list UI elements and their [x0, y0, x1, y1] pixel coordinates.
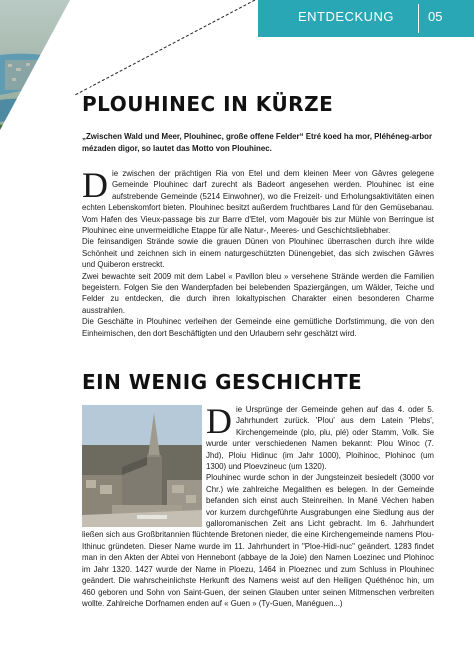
- page-number: 05: [428, 9, 443, 24]
- paragraph: Die Geschäfte in Plouhinec verleihen der Gemeinde eine gemütliche Dorfstimmung, die von den Einheimischen, den dort Beschäftigten und den Urlaubern sehr geschätzt wird.: [82, 317, 434, 338]
- section-title-kurze: PLOUHINEC IN KÜRZE: [82, 92, 334, 116]
- section2-body: [82, 401, 434, 609]
- drop-cap: D: [206, 401, 232, 441]
- section-label: ENTDECKUNG: [298, 9, 395, 24]
- section1-body: [82, 165, 434, 339]
- banner-divider: [418, 4, 419, 33]
- paragraph-intro: Die zwischen der prächtigen Ria von Etel und dem kleinen Meer von Gâvres gelegene Gemeinde Plouhinec darf zurecht als Badeort angesehen werden. Plouhinec ist eine aufstrebende Gemeinde (5214 Einwohner), wo die Freizeit- und Erholungsaktivitäten einen echten Lebenskomfort bieten. Plouhinec besitzt außerdem fruchtbares Land für den Gemüsebanau. Vom Hafen des Vieux-passage bis zur Barre d'Etel, vom Magouër bis zur Mühle von Berringue ist Plouhinec eine unvermeidliche Etappe für alle Natur-, Meeres- und Geschichtsliebhaber.: [82, 165, 434, 236]
- paragraph: Die feinsandigen Strände sowie die grauen Dünen von Plouhinec überraschen durch ihre wilde Schönheit und zeichnen sich in einem naturgeschützten Dünengebiet, das sich zwischen Gâvres und Quiberon erstreckt.: [82, 237, 434, 270]
- motto-text: „Zwischen Wald und Meer, Plouhinec, große offene Felder“ Etré koed ha mor, Pléhéneg-arbor mézaden digor, so lautet das Motto von Plouhinec.: [82, 132, 433, 153]
- section-title-geschichte: EIN WENIG GESCHICHTE: [82, 370, 363, 394]
- drop-cap: D: [82, 165, 108, 205]
- paragraph: Zwei bewachte seit 2009 mit dem Label « Pavillon bleu » versehene Strände werden die Familien begeistern. Folgen Sie den Wanderpfaden bei belebenden Spaziergängen, um Wälder, Teiche und Felder zu entdecken, die durch ihren lokaltypischen Charakter einen besonderen Charme ausstrahlen.: [82, 271, 434, 315]
- paragraph: Plouhinec wurde schon in der Jungsteinzeit besiedelt (3000 vor Chr.) wie zahlreiche Megalithen es belegen. In der Gemeinde befanden sich einst auch Steinreihen. In Mané Véchen haben vor kurzem durchgeführte Ausgrabungen eine Siedlung aus der galloromanischen Zeit ans Licht gebracht. Im 6. Jahrhundert ließen sich aus Großbritannien flüchtende Bretonen nieder, die eine Kirchengemeinde namens Plou-Ithinuc gründeten. Dieser Name wurde im 11. Jahrhundert in "Ploe-Hidi-nuc" geändert. 1283 findet man in den Akten der Abtei von Hennebont (abbaye de la Joie) den Namen Loezinec und Plohinoc im Jahr 1320. 1427 wurde der Name in Ploezu, 1464 in Ploeznec und zum Schluss in Plouhinec geändert. Die wahrscheinlichste Herkunft des Namens weist auf den Heiligen Quéthénoc hin, um 460 geboren und Sohn von Saint-Guen, der seinen Glauben unter seinen Mitmenschen verbreiten wollte. Zahlreiche Dorfnamen enden auf « Guen » (Ty-Guen, Manéguen...): [82, 473, 434, 608]
- header-banner: [258, 0, 474, 37]
- paragraph-intro: Die Ursprünge der Gemeinde gehen auf das 4. oder 5. Jahrhundert zurück. 'Plou' aus dem Latein 'Plebs', Kirchengemeinde (plo, plu, plé) oder Stamm, Volk. Sie wurde unter verschiedenen Namen bekannt: Plou Winoc (7. Jhd), Ploiu Hidinuc (im Jahr 1000), Ploihinoc, Plohinoc (um 1300) und Ploevzineuc (um 1320).: [206, 401, 434, 472]
